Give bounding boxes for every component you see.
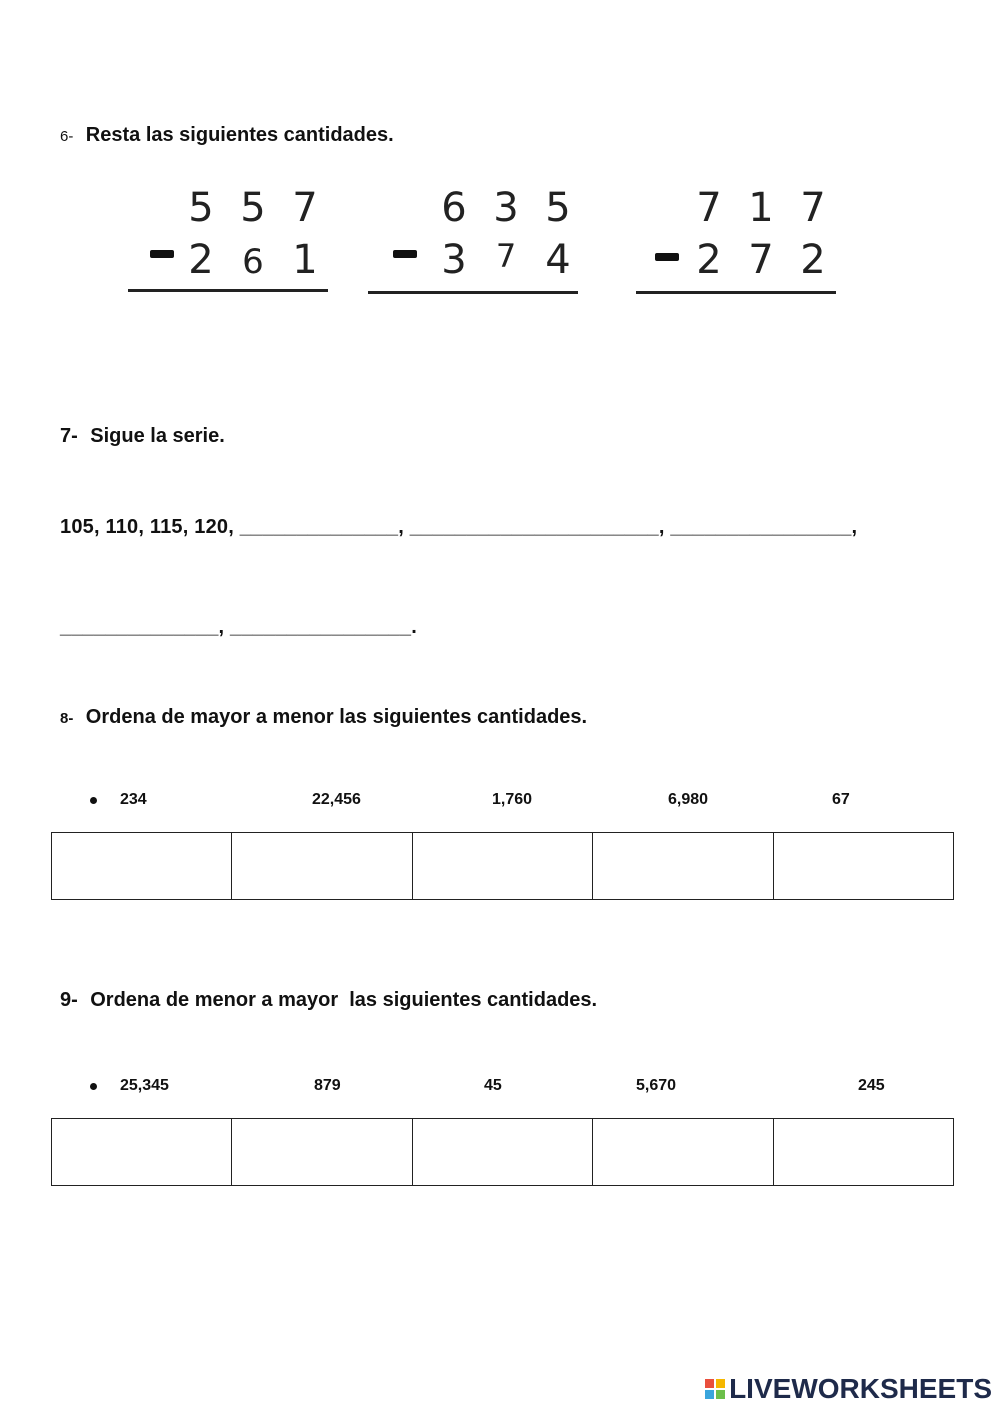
q9-number: 9-: [60, 989, 78, 1011]
list-number: 22,456: [312, 791, 361, 808]
brand-name: LIVEWORKSHEETS: [729, 1373, 992, 1404]
q8-heading: [60, 706, 587, 729]
logo-square-yellow: [716, 1379, 725, 1388]
minuend: [175, 185, 331, 231]
q9-heading: [60, 989, 597, 1012]
answer-box[interactable]: [593, 833, 773, 899]
subtraction-problem-3: [633, 185, 843, 305]
answer-box[interactable]: [413, 1119, 593, 1185]
digit: 3: [441, 237, 467, 283]
subtraction-problem-1: [125, 185, 335, 305]
answer-box[interactable]: [413, 833, 593, 899]
digit: 3: [493, 185, 519, 231]
digit: 6: [242, 242, 264, 282]
logo-square-blue: [705, 1390, 714, 1399]
subtraction-problem-2: [368, 185, 578, 305]
digit: 7: [495, 237, 517, 275]
answer-box[interactable]: [52, 1119, 232, 1185]
minus-sign: [150, 250, 174, 258]
list-number: 67: [832, 791, 850, 808]
answer-line: [368, 291, 578, 294]
minuend: [428, 185, 584, 231]
list-number: 25,345: [120, 1077, 169, 1094]
answer-line: [636, 291, 836, 294]
series-line-2[interactable]: ______________, ________________.: [60, 616, 417, 638]
digit: 4: [545, 237, 571, 283]
digit: 2: [800, 237, 826, 283]
q7-heading: [60, 425, 225, 448]
q8-number: 8-: [60, 710, 74, 727]
digit: 1: [292, 237, 318, 283]
q9-title: Ordena de menor a mayor las siguientes cantidades.: [90, 989, 598, 1011]
subtrahend: [175, 237, 331, 283]
digit: 2: [696, 237, 722, 283]
digit: 7: [696, 185, 722, 231]
digit: 7: [800, 185, 826, 231]
liveworksheets-icon: [705, 1379, 725, 1399]
liveworksheets-logo: [705, 1373, 992, 1405]
q8-number-list: [90, 791, 970, 815]
minuend: [683, 185, 839, 231]
q9-number-list: [90, 1077, 970, 1101]
q6-title: Resta las siguientes cantidades.: [85, 124, 394, 146]
q6-heading: [60, 124, 394, 147]
q7-title: Sigue la serie.: [90, 425, 225, 447]
digit: 1: [748, 185, 774, 231]
q7-number: 7-: [60, 425, 78, 447]
logo-square-red: [705, 1379, 714, 1388]
answer-box[interactable]: [232, 1119, 412, 1185]
digit: 2: [188, 237, 214, 283]
digit: 7: [292, 185, 318, 231]
minus-sign: [655, 253, 679, 261]
list-number: 879: [314, 1077, 341, 1094]
list-number: 245: [858, 1077, 885, 1094]
list-number: 1,760: [492, 791, 533, 808]
answer-box[interactable]: [774, 833, 953, 899]
digit: 6: [441, 185, 467, 231]
answer-box[interactable]: [232, 833, 412, 899]
bullet-icon: [90, 797, 97, 804]
answer-box[interactable]: [774, 1119, 953, 1185]
q8-title: Ordena de mayor a menor las siguientes cantidades.: [85, 706, 588, 728]
answer-line: [128, 289, 328, 292]
q8-answer-table: [51, 832, 954, 900]
minus-sign: [393, 250, 417, 258]
answer-box[interactable]: [52, 833, 232, 899]
digit: 7: [748, 237, 774, 283]
q9-answer-table: [51, 1118, 954, 1186]
digit: 5: [545, 185, 571, 231]
subtrahend: [428, 237, 584, 283]
answer-box[interactable]: [593, 1119, 773, 1185]
list-number: 6,980: [668, 791, 709, 808]
series-line-1[interactable]: 105, 110, 115, 120, ______________, ______________________, ________________,: [60, 516, 858, 538]
list-number: 234: [120, 791, 147, 808]
logo-square-green: [716, 1390, 725, 1399]
digit: 5: [188, 185, 214, 231]
bullet-icon: [90, 1083, 97, 1090]
subtrahend: [683, 237, 839, 283]
q6-number: 6-: [60, 128, 74, 145]
list-number: 5,670: [636, 1077, 677, 1094]
list-number: 45: [484, 1077, 502, 1094]
digit: 5: [240, 185, 266, 231]
